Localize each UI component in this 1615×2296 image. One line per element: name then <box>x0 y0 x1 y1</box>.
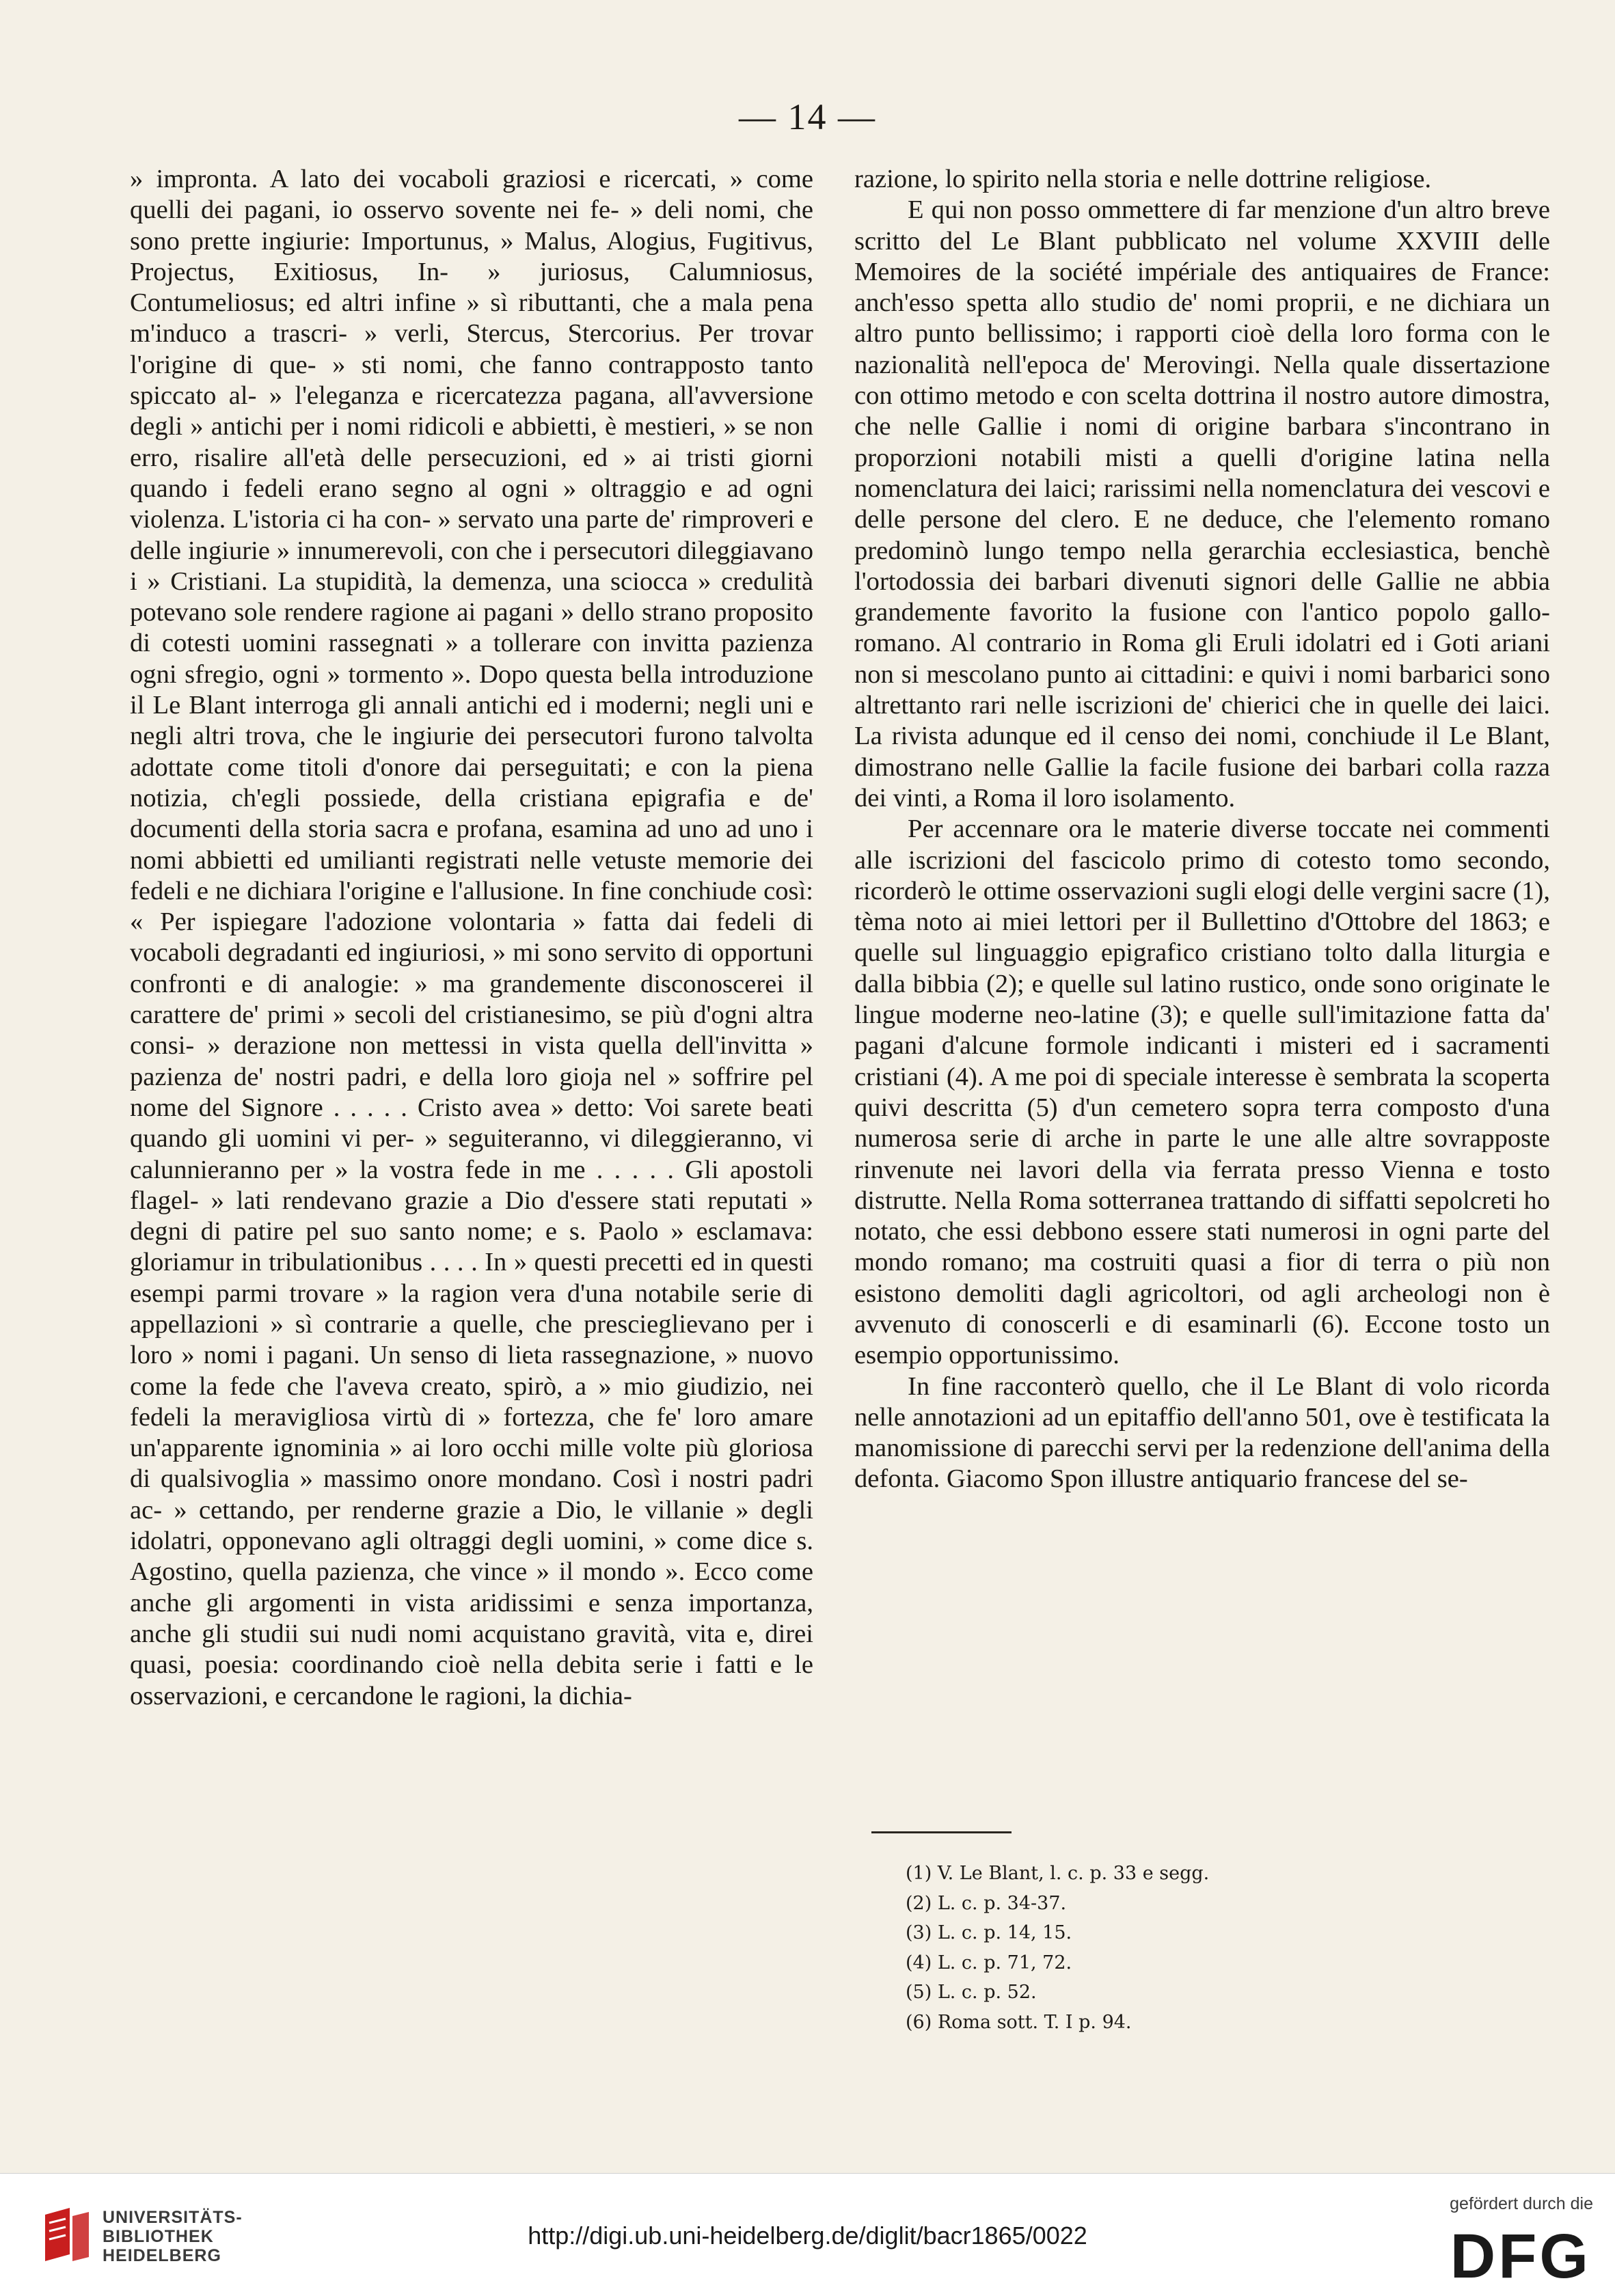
footnotes <box>906 1859 1521 2037</box>
library-name-line-3: HEIDELBERG <box>103 2246 221 2265</box>
library-name-line-1: UNIVERSITÄTS- <box>103 2208 243 2227</box>
dfg-logo: DFG <box>1450 2222 1591 2291</box>
footnote-3: (3) L. c. p. 14, 15. <box>906 1922 1072 1943</box>
footnote-5: (5) L. c. p. 52. <box>906 1982 1037 2003</box>
right-paragraph-4: In fine racconterò quello, che il Le Blant di volo ricorda nelle annotazioni ad un epitaffio dell'anno 501, ove è testificata la manomissione di parecchi servi per la redenzione dell'anima della defonta. Giacomo Spon illustre antiquario francese del se- <box>854 1371 1550 1494</box>
right-paragraph-3: Per accennare ora le materie diverse toccate nei commenti alle iscrizioni del fascicolo primo di cotesto tomo secondo, ricorderò le ottime osservazioni sugli elogi delle vergini sacre (1), tèma noto ai miei lettori per il Bullettino d'Ottobre del 1863; e quelle sul linguaggio epigrafico cristiano tolto dalla liturgia e dalla bibbia (2); e quelle sul latino rustico, onde sono originate le lingue moderne neo-latine (3); e quelle sull'imitazione fatta da' pagani d'alcune formole indicanti i misteri ed i sacramenti cristiani (4). A me poi di speciale interesse è sembrata la scoperta quivi descritta (5) d'un cemetero sopra terra composto d'una numerosa serie di arche in parte le une alle altre sovrapposte rinvenute nei lavori della via ferrata presso Vienna e tosto distrutte. Nella Roma sotterranea trattando di siffatti sepolcreti ho notato, che essi debbono essere stati numerosi in ogni parte del mondo romano; ma costruiti quasi a fior di terra o più non esistono demoliti dagli agricoltori, od agli archeologi non è avvenuto di conoscerli e di esaminarli (6). Eccone tosto un esempio opportunissimo. <box>854 815 1550 1370</box>
right-paragraph-1: razione, lo spirito nella storia e nelle dottrine religiose. <box>854 165 1432 193</box>
footnote-4: (4) L. c. p. 71, 72. <box>906 1952 1072 1973</box>
footnote-divider <box>871 1831 1012 1833</box>
footnote-1: (1) V. Le Blant, l. c. p. 33 e segg. <box>906 1863 1210 1884</box>
footer-bar <box>0 2173 1615 2296</box>
funded-by-label: gefördert durch die <box>1450 2194 1593 2213</box>
left-column <box>130 164 813 1712</box>
footnote-6: (6) Roma sott. T. I p. 94. <box>906 2011 1132 2033</box>
right-column <box>854 164 1550 1495</box>
source-url-link[interactable]: http://digi.ub.uni-heidelberg.de/diglit/bacr1865/0022 <box>528 2222 1087 2250</box>
page-number: — 14 — <box>739 96 876 137</box>
footnote-2: (2) L. c. p. 34-37. <box>906 1892 1067 1914</box>
right-paragraph-2: E qui non posso ommettere di far menzione d'un altro breve scritto del Le Blant pubblicato nel volume XXVIII delle Memoires de la société impériale des antiquaires de France: anch'esso spetta allo studio de' nomi proprii, e ne dichiara un altro punto bellissimo; i rapporti cioè della loro forma con le nazionalità nell'epoca de' Merovingi. Nella quale dissertazione con ottimo metodo e con scelta dottrina il nostro autore dimostra, che nelle Gallie i nomi di origine barbara s'incontrano in proporzioni notabili misti a quelli d'origine latina nella nomenclatura dei laici; rarissimi nella nomenclatura dei vescovi e delle persone del clero. E ne deduce, che l'elemento romano predominò lungo tempo nella gerarchia ecclesiastica, benchè l'ortodossia dei barbari divenuti signori delle Gallie ne abbia grandemente favorito la fusione con l'antico popolo gallo-romano. Al contrario in Roma gli Eruli idolatri ed i Goti ariani non si mescolano punto ai cittadini: e quivi i nomi barbarici sono altrettanto rari nelle iscrizioni de' chierici che in quelle dei laici. La rivista adunque ed il censo dei nomi, conchiude il Le Blant, dimostrano nelle Gallie la facile fusione dei barbari colla razza dei vinti, a Roma il loro isolamento. <box>854 195 1550 812</box>
library-name-line-2: BIBLIOTHEK <box>103 2227 214 2246</box>
left-paragraph-1: » impronta. A lato dei vocaboli graziosi e ricercati, » come quelli dei pagani, io osservo sovente nei fe- » deli nomi, che sono prette ingiurie: Importunus, » Malus, Alogius, Fugitivus, Projectus, Exitiosus, In- » juriosus, Calumniosus, Contumeliosus; ed altri infine » sì ributtanti, che a mala pena m'induco a trascri- » verli, Stercus, Stercorius. Per trovar l'origine di que- » sti nomi, che fanno contrapposto tanto spiccato al- » l'eleganza e ricercatezza pagana, all'avversione degli » antichi per i nomi ridicoli e abbietti, è mestieri, » se non erro, risalire all'età delle persecuzioni, ed » ai tristi giorni quando i fedeli erano segno al ogni » oltraggio e ad ogni violenza. L'istoria ci ha con- » servato una parte de' rimproveri e delle ingiurie » innumerevoli, con che i persecutori dileggiavano i » Cristiani. La stupidità, la demenza, una sciocca » credulità potevano sole rendere ragione ai pagani » dello strano proposito di cotesti uomini rassegnati » a tollerare con invitta pazienza ogni sfregio, ogni » tormento ». Dopo questa bella introduzione il Le Blant interroga gli annali antichi ed i moderni; negli uni e negli altri trova, che le ingiurie dei persecutori furono talvolta adottate come titoli d'onore dai perseguitati; e con la piena notizia, ch'egli possiede, della cristiana epigrafia e de' documenti della storia sacra e profana, esamina ad uno ad uno i nomi abbietti ed umilianti registrati nelle vetuste memorie dei fedeli e ne dichiara l'origine e l'allusione. In fine conchiude così: « Per ispiegare l'adozione volontaria » fatta dai fedeli di vocaboli degradanti ed ingiuriosi, » mi sono servito di opportuni confronti e di analogie: » ma grandemente disconoscerei il carattere de' primi » secoli del cristianesimo, se più d'ogni altra consi- » derazione non mettessi in vista quella dell'invitta » pazienza de' nostri padri, e della loro gioja nel » soffrire pel nome del Signore . . . . . Cristo avea » detto: Voi sarete beati quando gli uomini vi per- » seguiteranno, vi dileggieranno, vi calunnieranno per » la vostra fede in me . . . . . Gli apostoli flagel- » lati rendevano grazie a Dio d'essere stati reputati » degni di patire pel suo santo nome; e s. Paolo » esclamava: gloriamur in tribulationibus . . . . In » questi precetti ed in questi esempi parmi trovare » la ragion vera d'una notabile serie di appellazioni » sì contrarie a quelle, che prescieglievano per i loro » nomi i pagani. Un senso di lieta rassegnazione, » nuovo come la fede che l'aveva creato, spirò, a » mio giudizio, nei fedeli la meravigliosa virtù di » fortezza, che fe' loro amare un'apparente ignominia » ai loro occhi mille volte più gloriosa di qualsivoglia » massimo onore mondano. Così i nostri padri ac- » cettando, per renderne grazie a Dio, le villanie » degli idolatri, opponevano agli oltraggi degli uomini, » come dice s. Agostino, quella pazienza, che vince » il mondo ». Ecco come anche gli argomenti in vista aridissimi e senza importanza, anche gli studii sui nudi nomi acquistano gravità, vita e, direi quasi, poesia: coordinando cioè nella debita serie i fatti e le osservazioni, e cercandone le ragioni, la dichia- <box>130 165 813 1710</box>
